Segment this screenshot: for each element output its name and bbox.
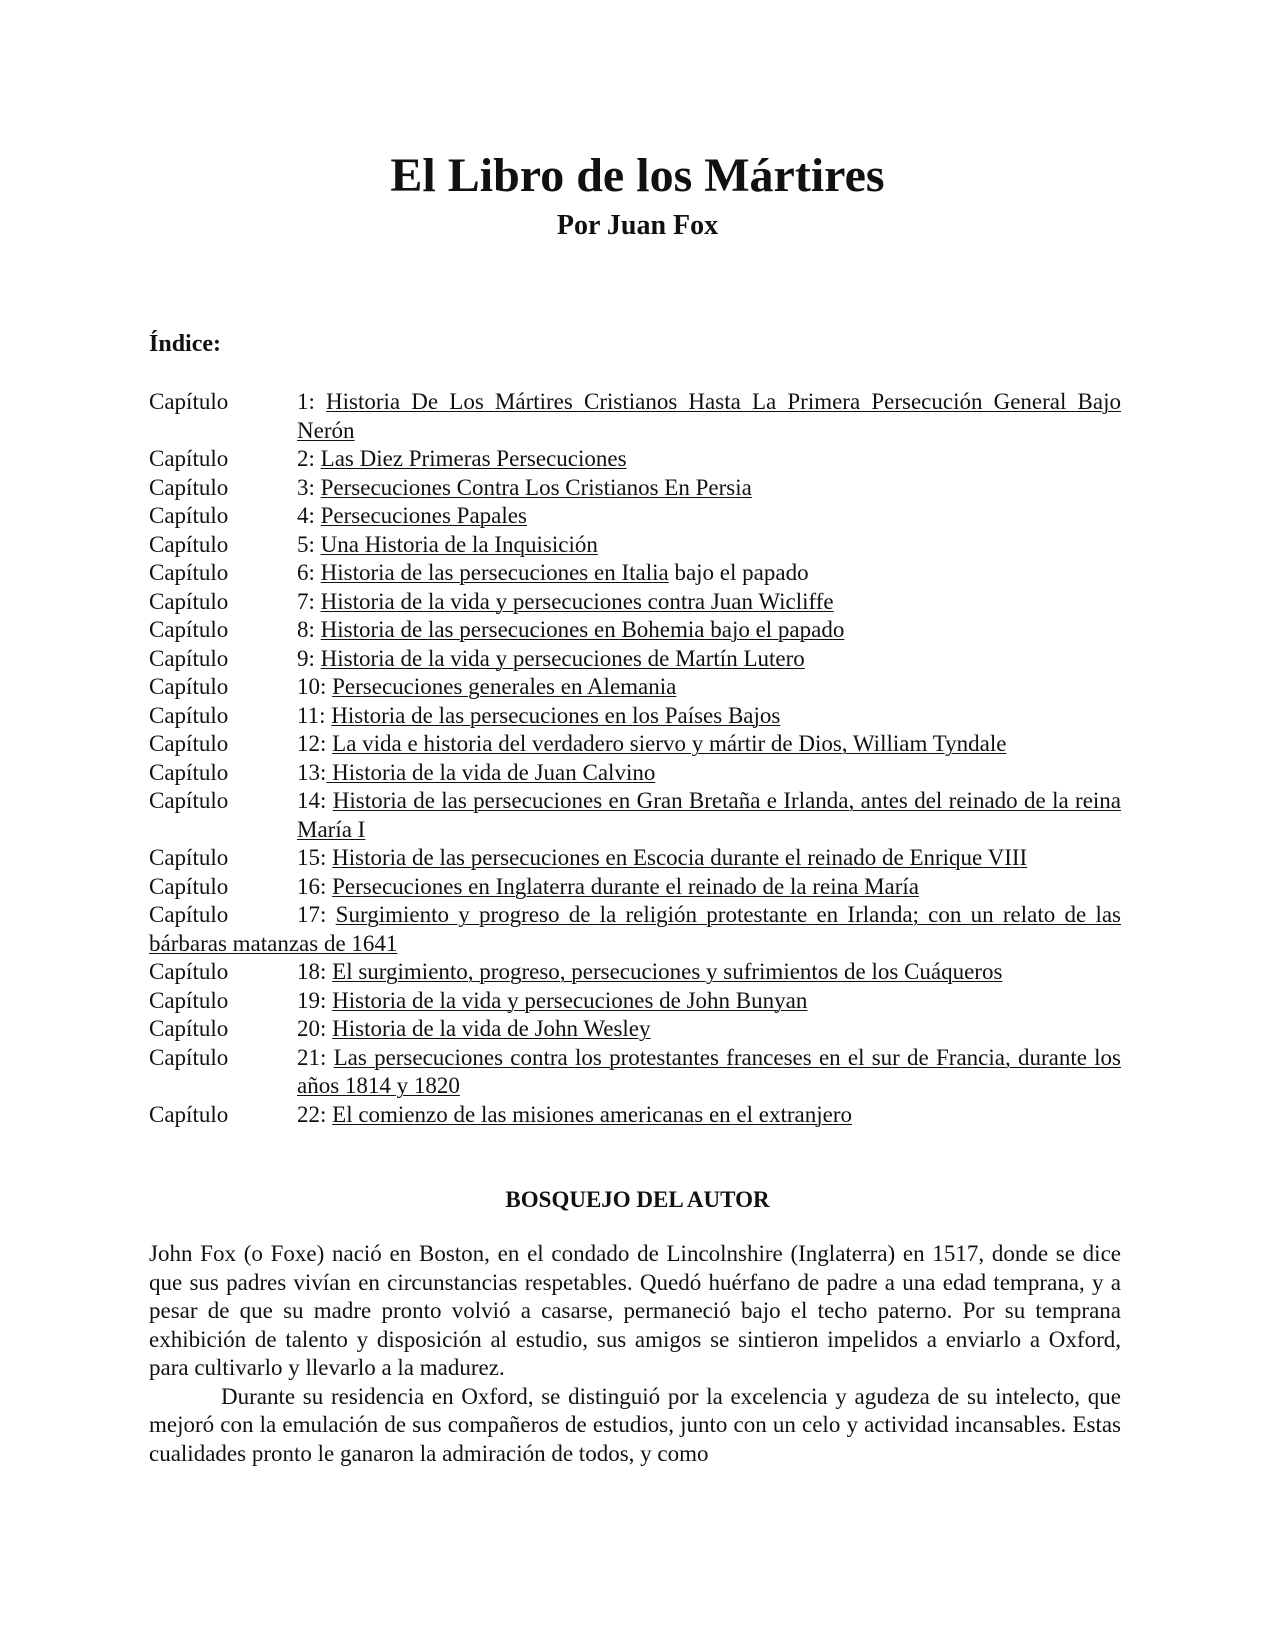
toc-chapter-link[interactable]: Persecuciones Contra Los Cristianos En Persia: [320, 474, 752, 500]
toc-chapter-label: Capítulo: [149, 731, 229, 756]
toc-chapter-number: 5:: [297, 531, 315, 557]
toc-chapter-link[interactable]: La vida e historia del verdadero siervo y mártir de Dios, William Tyndale: [332, 731, 1007, 756]
toc-chapter-number: 8:: [297, 617, 315, 642]
toc-entry: [149, 702, 1121, 731]
toc-chapter-link[interactable]: Las persecuciones contra los protestantes franceses en el sur de Francia, durante los años 1814 y 1820: [297, 1044, 1121, 1098]
section-heading: BOSQUEJO DEL AUTOR: [505, 1187, 770, 1212]
toc-entry: [149, 787, 1121, 844]
document-title: El Libro de los Mártires: [390, 149, 885, 202]
body-paragraph: Durante su residencia en Oxford, se distinguió por la excelencia y agudeza de su intelecto, que mejoró con la emulación de sus compañeros de estudios, junto con un celo y actividad incansables. Estas cualidades pronto le ganaron la admiración de todos, y como: [149, 1383, 1121, 1466]
toc-chapter-number: 22:: [297, 1101, 327, 1127]
toc-chapter-number: 3:: [297, 474, 315, 500]
toc-entry: [149, 1015, 1121, 1044]
toc-chapter-number: 16:: [297, 873, 327, 899]
toc-chapter-label: Capítulo: [149, 560, 229, 585]
toc-entry: [149, 531, 1121, 560]
toc-chapter-label: Capítulo: [149, 1101, 229, 1127]
toc-chapter-link[interactable]: Historia De Los Mártires Cristianos Hasta La Primera Persecución General Bajo Nerón: [297, 389, 1121, 443]
toc-chapter-number: 1:: [297, 389, 315, 414]
toc-entry: Capítulo 17: Surgimiento y progreso de la religión protestante en Irlanda; con un relato de las bárbaras matanzas de 1641: [149, 902, 1122, 956]
toc-chapter-number: 21:: [297, 1044, 327, 1070]
toc-chapter-number: 15:: [297, 845, 327, 870]
toc-chapter-link[interactable]: Historia de las persecuciones en Italia: [320, 560, 669, 585]
toc-chapter-label: Capítulo: [149, 588, 229, 614]
toc-chapter-label: Capítulo: [149, 645, 229, 671]
body-paragraph: John Fox (o Foxe) nació en Boston, en el condado de Lincolnshire (Inglaterra) en 1517, donde se dice que sus padres vivían en circunstancias respetables. Quedó huérfano de padre a una edad temprana, y a pesar de que su madre pronto volvió a casarse, permaneció bajo el techo paterno. Por su temprana exhibición de talento y disposición al estudio, sus amigos se sintieron impelidos a enviarlo a Oxford, para cultivarlo y llevarlo a la madurez.: [149, 1241, 1121, 1380]
toc-chapter-label: Capítulo: [149, 389, 229, 414]
toc-chapter-label: Capítulo: [149, 1016, 229, 1041]
toc-chapter-label: Capítulo: [149, 503, 229, 528]
toc-chapter-link[interactable]: Historia de la vida de Juan Calvino: [326, 759, 656, 785]
toc-entry: [149, 588, 1121, 617]
toc-chapter-link[interactable]: Historia de la vida y persecuciones de Martín Lutero: [320, 645, 805, 671]
toc-chapter-number: 20:: [297, 1016, 327, 1041]
author-sketch-body: [149, 1240, 1121, 1468]
toc-chapter-number: 6:: [297, 560, 315, 585]
toc-chapter-label: Capítulo: [149, 759, 229, 785]
toc-chapter-number: 2:: [297, 446, 315, 471]
toc-chapter-link[interactable]: Historia de las persecuciones en Bohemia bajo el papado: [320, 617, 845, 642]
toc-chapter-link[interactable]: Una Historia de la Inquisición: [320, 531, 598, 557]
document-author: Por Juan Fox: [556, 210, 719, 241]
toc-chapter-link[interactable]: Persecuciones Papales: [320, 503, 527, 528]
toc-chapter-suffix: bajo el papado: [668, 560, 809, 585]
toc-entry: [149, 759, 1121, 788]
toc-chapter-number: 10:: [297, 674, 327, 699]
toc-chapter-label: Capítulo: [149, 845, 229, 870]
toc-chapter-label: Capítulo: [149, 617, 229, 642]
toc-chapter-number: 18:: [297, 959, 327, 984]
toc-chapter-number: 11:: [297, 702, 326, 728]
toc-chapter-label: Capítulo: [149, 873, 229, 899]
toc-chapter-label: Capítulo: [149, 788, 229, 813]
toc-chapter-label: Capítulo: [149, 1044, 229, 1070]
toc-chapter-label: Capítulo: [149, 959, 229, 984]
toc-chapter-link[interactable]: Historia de la vida de John Wesley: [332, 1016, 651, 1041]
toc-chapter-number: 9:: [297, 645, 315, 671]
toc-entry: [149, 616, 1121, 645]
toc-chapter-link[interactable]: Historia de la vida y persecuciones de John Bunyan: [332, 987, 808, 1013]
toc-chapter-number: 14:: [297, 788, 327, 813]
toc-entry: [149, 844, 1121, 873]
toc-chapter-number: 19:: [297, 987, 327, 1013]
toc-chapter-number: 7:: [297, 588, 315, 614]
toc-chapter-label: Capítulo: [149, 702, 229, 728]
toc-chapter-label: Capítulo: [149, 474, 229, 500]
toc-chapter-link[interactable]: Historia de la vida y persecuciones contra Juan Wicliffe: [320, 588, 834, 614]
toc-chapter-link[interactable]: El comienzo de las misiones americanas en el extranjero: [332, 1101, 852, 1127]
toc-entry: [149, 502, 1121, 531]
toc-chapter-number: 4:: [297, 503, 315, 528]
index-heading: Índice:: [149, 331, 221, 357]
table-of-contents: [149, 388, 1121, 1129]
toc-chapter-link[interactable]: Historia de las persecuciones en Gran Bretaña e Irlanda, antes del reinado de la reina María I: [297, 788, 1121, 842]
toc-entry: [149, 987, 1121, 1016]
toc-entry: [149, 1044, 1121, 1101]
toc-chapter-link[interactable]: Las Diez Primeras Persecuciones: [320, 446, 627, 471]
toc-chapter-number: 13:: [297, 759, 327, 785]
toc-chapter-label: Capítulo: [149, 446, 229, 471]
toc-entry: [149, 958, 1121, 987]
toc-chapter-number: 12:: [297, 731, 327, 756]
toc-entry: [149, 730, 1121, 759]
toc-chapter-link[interactable]: Surgimiento y progreso de la religión protestante en Irlanda; con un relato de las bárbaras matanzas de 1641: [149, 902, 1122, 956]
toc-chapter-link[interactable]: Persecuciones en Inglaterra durante el reinado de la reina María: [332, 873, 919, 899]
toc-entry: [149, 559, 1121, 588]
toc-chapter-link[interactable]: Persecuciones generales en Alemania: [332, 674, 677, 699]
toc-entry: [149, 645, 1121, 674]
toc-chapter-label: Capítulo: [149, 531, 229, 557]
toc-chapter-link[interactable]: Historia de las persecuciones en Escocia durante el reinado de Enrique VIII: [332, 845, 1028, 870]
toc-entry: [149, 1101, 1121, 1130]
toc-entry: [149, 388, 1121, 445]
toc-chapter-label: Capítulo: [149, 987, 229, 1013]
toc-chapter-number: 17:: [297, 902, 327, 927]
toc-chapter-link[interactable]: Historia de las persecuciones en los Países Bajos: [331, 702, 781, 728]
toc-chapter-link[interactable]: El surgimiento, progreso, persecuciones y sufrimientos de los Cuáqueros: [332, 959, 1003, 984]
toc-entry: [149, 873, 1121, 902]
toc-chapter-label: Capítulo: [149, 674, 229, 699]
toc-entry: [149, 673, 1121, 702]
toc-entry: [149, 474, 1121, 503]
toc-entry: [149, 445, 1121, 474]
